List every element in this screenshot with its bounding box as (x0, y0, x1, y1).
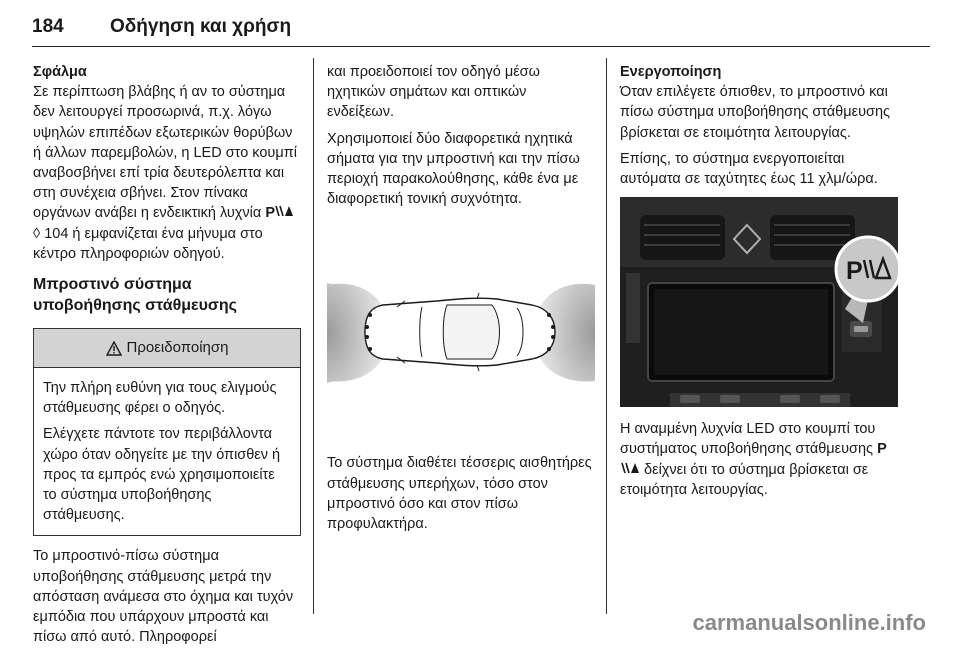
warning-triangle-icon (106, 341, 122, 356)
parking-assist-symbol-2: P (620, 441, 886, 477)
parking-assist-symbol: P (265, 205, 294, 221)
warning-header (34, 329, 300, 368)
sensor-diagram (327, 223, 595, 441)
warning-text-2: Ελέγχετε πάντοτε τον περιβάλλοντα χώρο όταν οδηγείτε με την όπισθεν ή προς τα εμπρός ενώ χρησιμοποιείτε το σύστημα υποβοήθησης στάθμευσης. (43, 426, 281, 524)
warning-text-1: Την πλήρη ευθύνη για τους ελιγμούς στάθμευσης φέρει ο οδηγός. (43, 380, 277, 417)
error-text-2: ή εμφανίζεται ένα μήνυμα στο κέντρο πληροφοριών οδηγού. (33, 225, 263, 262)
error-text: Σε περίπτωση βλάβης ή αν το σύστημα δεν λειτουργεί προσωρινά, π.χ. λόγω υψηλών επιπέδων εξωτερικών θορύβων ή άλλων παρεμβολών, η LED στο κουμπί αναβοσβήνει επί τρία δευτερόλεπτα και στη συνέχεια σβήνει. Στον πίνακα οργάνων ανάβει η ενδεικτική λυχνία (33, 84, 297, 222)
watermark: carmanualsonline.info (692, 610, 926, 635)
paragraph-2: Χρησιμοποιεί δύο διαφορετικά ηχητικά σήματα για την μπροστινή και την πίσω περιοχή παρακολούθησης, κάθε ένα με διαφορετική τονική συχνότητα. (327, 130, 580, 208)
activation-text-1: Όταν επιλέγετε όπισθεν, το μπροστινό και πίσω σύστημα υποβοήθησης στάθμευσης βρίσκεται σε ετοιμότητα λειτουργίας. (620, 84, 890, 141)
svg-text:P: P (846, 257, 863, 286)
body-text: Το μπροστινό-πίσω σύστημα υποβοήθησης στάθμευσης μετρά την απόσταση ανάμεσα στο όχημα και τυχόν εμπόδια που υπάρχουν μπροστά και πίσω από αυτό. Πληροφορεί (33, 548, 294, 646)
led-text-part-1: Η αναμμένη λυχνία LED στο κουμπί του συστήματος υποβοήθησης στάθμευσης (620, 421, 876, 458)
led-indicator-text (620, 419, 898, 500)
page-title: Οδήγηση και χρήση (110, 16, 292, 37)
error-heading: Σφάλμα (33, 64, 87, 80)
dashboard-illustration (620, 197, 898, 407)
warning-body (34, 368, 300, 535)
warning-title: Προειδοποίηση (126, 338, 229, 356)
dashboard-photo (620, 197, 898, 407)
column-divider-2 (606, 58, 607, 614)
page-reference[interactable]: ◊ 104 (33, 225, 69, 242)
column-2 (327, 62, 595, 540)
paragraph-1: και προειδοποιεί τον οδηγό μέσω ηχητικών σημάτων και οπτικών ενδείξεων. (327, 64, 540, 121)
warning-box (33, 328, 301, 536)
page-header (32, 6, 930, 47)
parking-assist-icon (274, 204, 294, 218)
paragraph-3: Το σύστημα διαθέτει τέσσερις αισθητήρες στάθμευσης υπερήχων, τόσο στον μπροστινό όσο και στον πίσω προφυλακτήρα. (327, 455, 592, 533)
page-number: 184 (32, 16, 64, 37)
car-top-view (365, 293, 555, 371)
column-1 (33, 62, 301, 653)
led-text-part-2: δείχνει ότι το σύστημα βρίσκεται σε ετοιμότητα λειτουργίας. (620, 461, 869, 498)
parking-assist-icon-2 (620, 461, 640, 475)
section-heading-front-park-assist: Μπροστινό σύστημα υποβοήθησης στάθμευσης (33, 276, 237, 315)
column-divider-1 (313, 58, 314, 614)
car-sensor-illustration (327, 223, 595, 441)
error-paragraph (33, 82, 301, 264)
column-3 (620, 62, 898, 506)
activation-heading: Ενεργοποίηση (620, 64, 722, 80)
activation-text-2: Επίσης, το σύστημα ενεργοποιείται αυτόματα σε ταχύτητες έως 11 χλμ/ώρα. (620, 150, 878, 188)
